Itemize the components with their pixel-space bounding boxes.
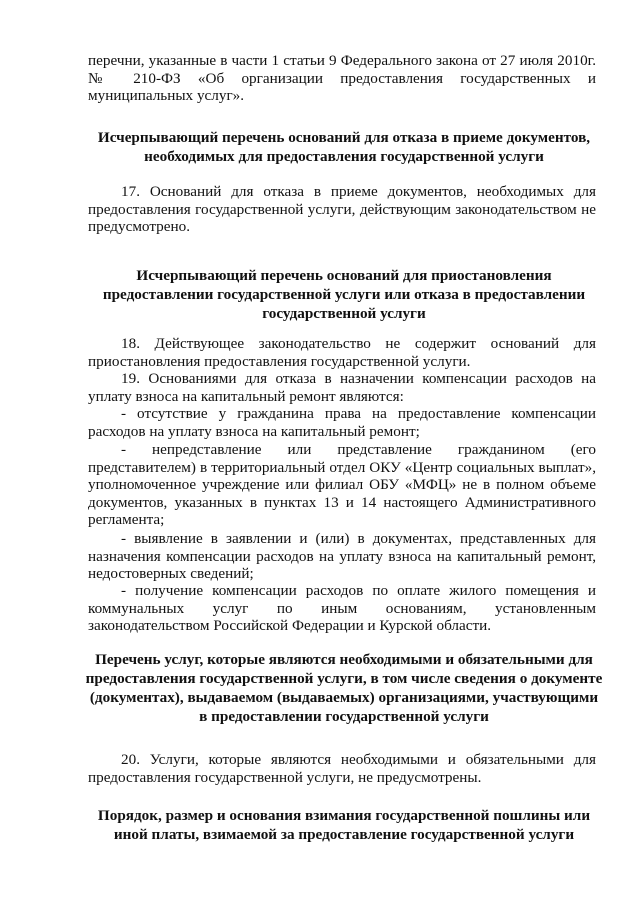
paragraph-19-item-1: - отсутствие у гражданина права на предоставление компенсации расходов на уплату взноса на капитальный ремонт; xyxy=(88,405,596,440)
paragraph-19-item-4: - получение компенсации расходов по оплате жилого помещения и коммунальных услуг по иным основаниям, установленным законодательством Российской Федерации и Курской области. xyxy=(88,582,596,634)
paragraph-17: 17. Оснований для отказа в приеме документов, необходимых для предоставления государственной услуги, действующим законодательством не предусмотрено. xyxy=(88,183,596,235)
section-heading-necessary-services: Перечень услуг, которые являются необходимыми и обязательными для предоставления государственной услуги, в том числе сведения о документе (документах), выдаваемом (выдаваемых) организациями, участвующими в предоставлении государственной услуги xyxy=(85,651,603,725)
paragraph-18: 18. Действующее законодательство не содержит оснований для приостановления предоставления государственной услуги. xyxy=(88,335,596,370)
intro-paragraph: перечни, указанные в части 1 статьи 9 Федерального закона от 27 июля 2010г. № 210-ФЗ «Об организации предоставления государственных и муниципальных услуг». xyxy=(88,52,596,104)
paragraph-19-item-3: - выявление в заявлении и (или) в документах, представленных для назначения компенсации расходов на уплату взноса на капитальный ремонт, недостоверных сведений; xyxy=(88,530,596,582)
section-heading-state-fee: Порядок, размер и основания взимания государственной пошлины или иной платы, взимаемой за предоставление государственной услуги xyxy=(97,807,591,843)
section-heading-suspension-refusal: Исчерпывающий перечень оснований для приостановления предоставлении государственной услуги или отказа в предоставлении государственной услуги xyxy=(102,267,586,322)
paragraph-19: 19. Основаниями для отказа в назначении компенсации расходов на уплату взноса на капитальный ремонт являются: xyxy=(88,370,596,405)
section-heading-refusal-acceptance: Исчерпывающий перечень оснований для отказа в приеме документов, необходимых для предоставления государственной услуги xyxy=(97,129,591,165)
paragraph-19-item-2: - непредставление или представление гражданином (его представителем) в территориальный отдел ОКУ «Центр социальных выплат», уполномоченное учреждение или филиал ОБУ «МФЦ» не в полном объеме документов, указанных в пунктах 13 и 14 настоящего Административного регламента; xyxy=(88,441,596,528)
paragraph-20: 20. Услуги, которые являются необходимыми и обязательными для предоставления государственной услуги, не предусмотрены. xyxy=(88,751,596,786)
